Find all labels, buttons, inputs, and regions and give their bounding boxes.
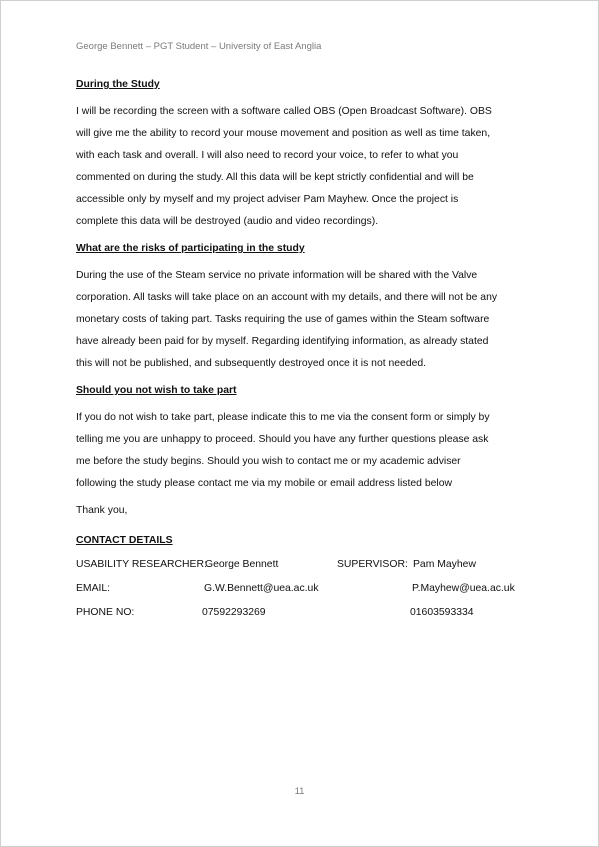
paragraph-line: with each task and overall. I will also need to record your voice, to refer to what you [76, 150, 459, 161]
section-paragraph-risks [76, 265, 536, 375]
researcher-email: G.W.Bennett@uea.ac.uk [204, 583, 319, 594]
paragraph-line: corporation. All tasks will take place on an account with my details, and there will not be any [76, 292, 498, 303]
researcher-name: George Bennett [205, 559, 279, 570]
paragraph-line: have already been paid for by myself. Regarding identifying information, as already stated [76, 336, 489, 347]
paragraph-line: accessible only by myself and my project adviser Pam Mayhew. Once the project is [76, 194, 459, 205]
paragraph-line: telling me you are unhappy to proceed. Should you have any further questions please ask [76, 434, 489, 445]
paragraph-line: During the use of the Steam service no private information will be shared with the Valve [76, 270, 478, 281]
supervisor-name: Pam Mayhew [413, 559, 476, 570]
section-paragraph-during-study [76, 101, 536, 233]
supervisor-email: P.Mayhew@uea.ac.uk [412, 583, 515, 594]
researcher-label: USABILITY RESEARCHER: [76, 559, 207, 570]
paragraph-line: If you do not wish to take part, please indicate this to me via the consent form or simply by [76, 412, 490, 423]
document-body [76, 77, 536, 629]
section-heading-not-take-part: Should you not wish to take part [76, 385, 237, 396]
contact-details-heading: CONTACT DETAILS [76, 535, 173, 546]
supervisor-phone: 01603593334 [410, 607, 474, 618]
contact-row-email [76, 581, 536, 605]
section-paragraph-not-take-part [76, 407, 536, 495]
paragraph-line: this will not be published, and subsequently destroyed once it is not needed. [76, 358, 427, 369]
page-header: George Bennett – PGT Student – University of East Anglia [76, 41, 322, 52]
section-heading-risks: What are the risks of participating in the study [76, 243, 305, 254]
researcher-phone: 07592293269 [202, 607, 266, 618]
paragraph-line: I will be recording the screen with a software called OBS (Open Broadcast Software). OBS [76, 106, 492, 117]
paragraph-line: following the study please contact me via my mobile or email address listed below [76, 478, 452, 489]
paragraph-line: will give me the ability to record your mouse movement and position as well as time taken, [76, 128, 491, 139]
paragraph-line: me before the study begins. Should you wish to contact me or my academic adviser [76, 456, 461, 467]
page-number: 11 [294, 786, 305, 797]
contact-row-phone [76, 605, 536, 629]
paragraph-line: complete this data will be destroyed (audio and video recordings). [76, 216, 379, 227]
contact-row-names [76, 557, 536, 581]
paragraph-line: monetary costs of taking part. Tasks requiring the use of games within the Steam software [76, 314, 490, 325]
section-heading-during-study: During the Study [76, 79, 160, 90]
email-label: EMAIL: [76, 583, 111, 594]
phone-label: PHONE NO: [76, 607, 135, 618]
paragraph-line: commented on during the study. All this data will be kept strictly confidential and will be [76, 172, 474, 183]
supervisor-label: SUPERVISOR: [337, 559, 408, 570]
closing-text: Thank you, [76, 505, 128, 516]
